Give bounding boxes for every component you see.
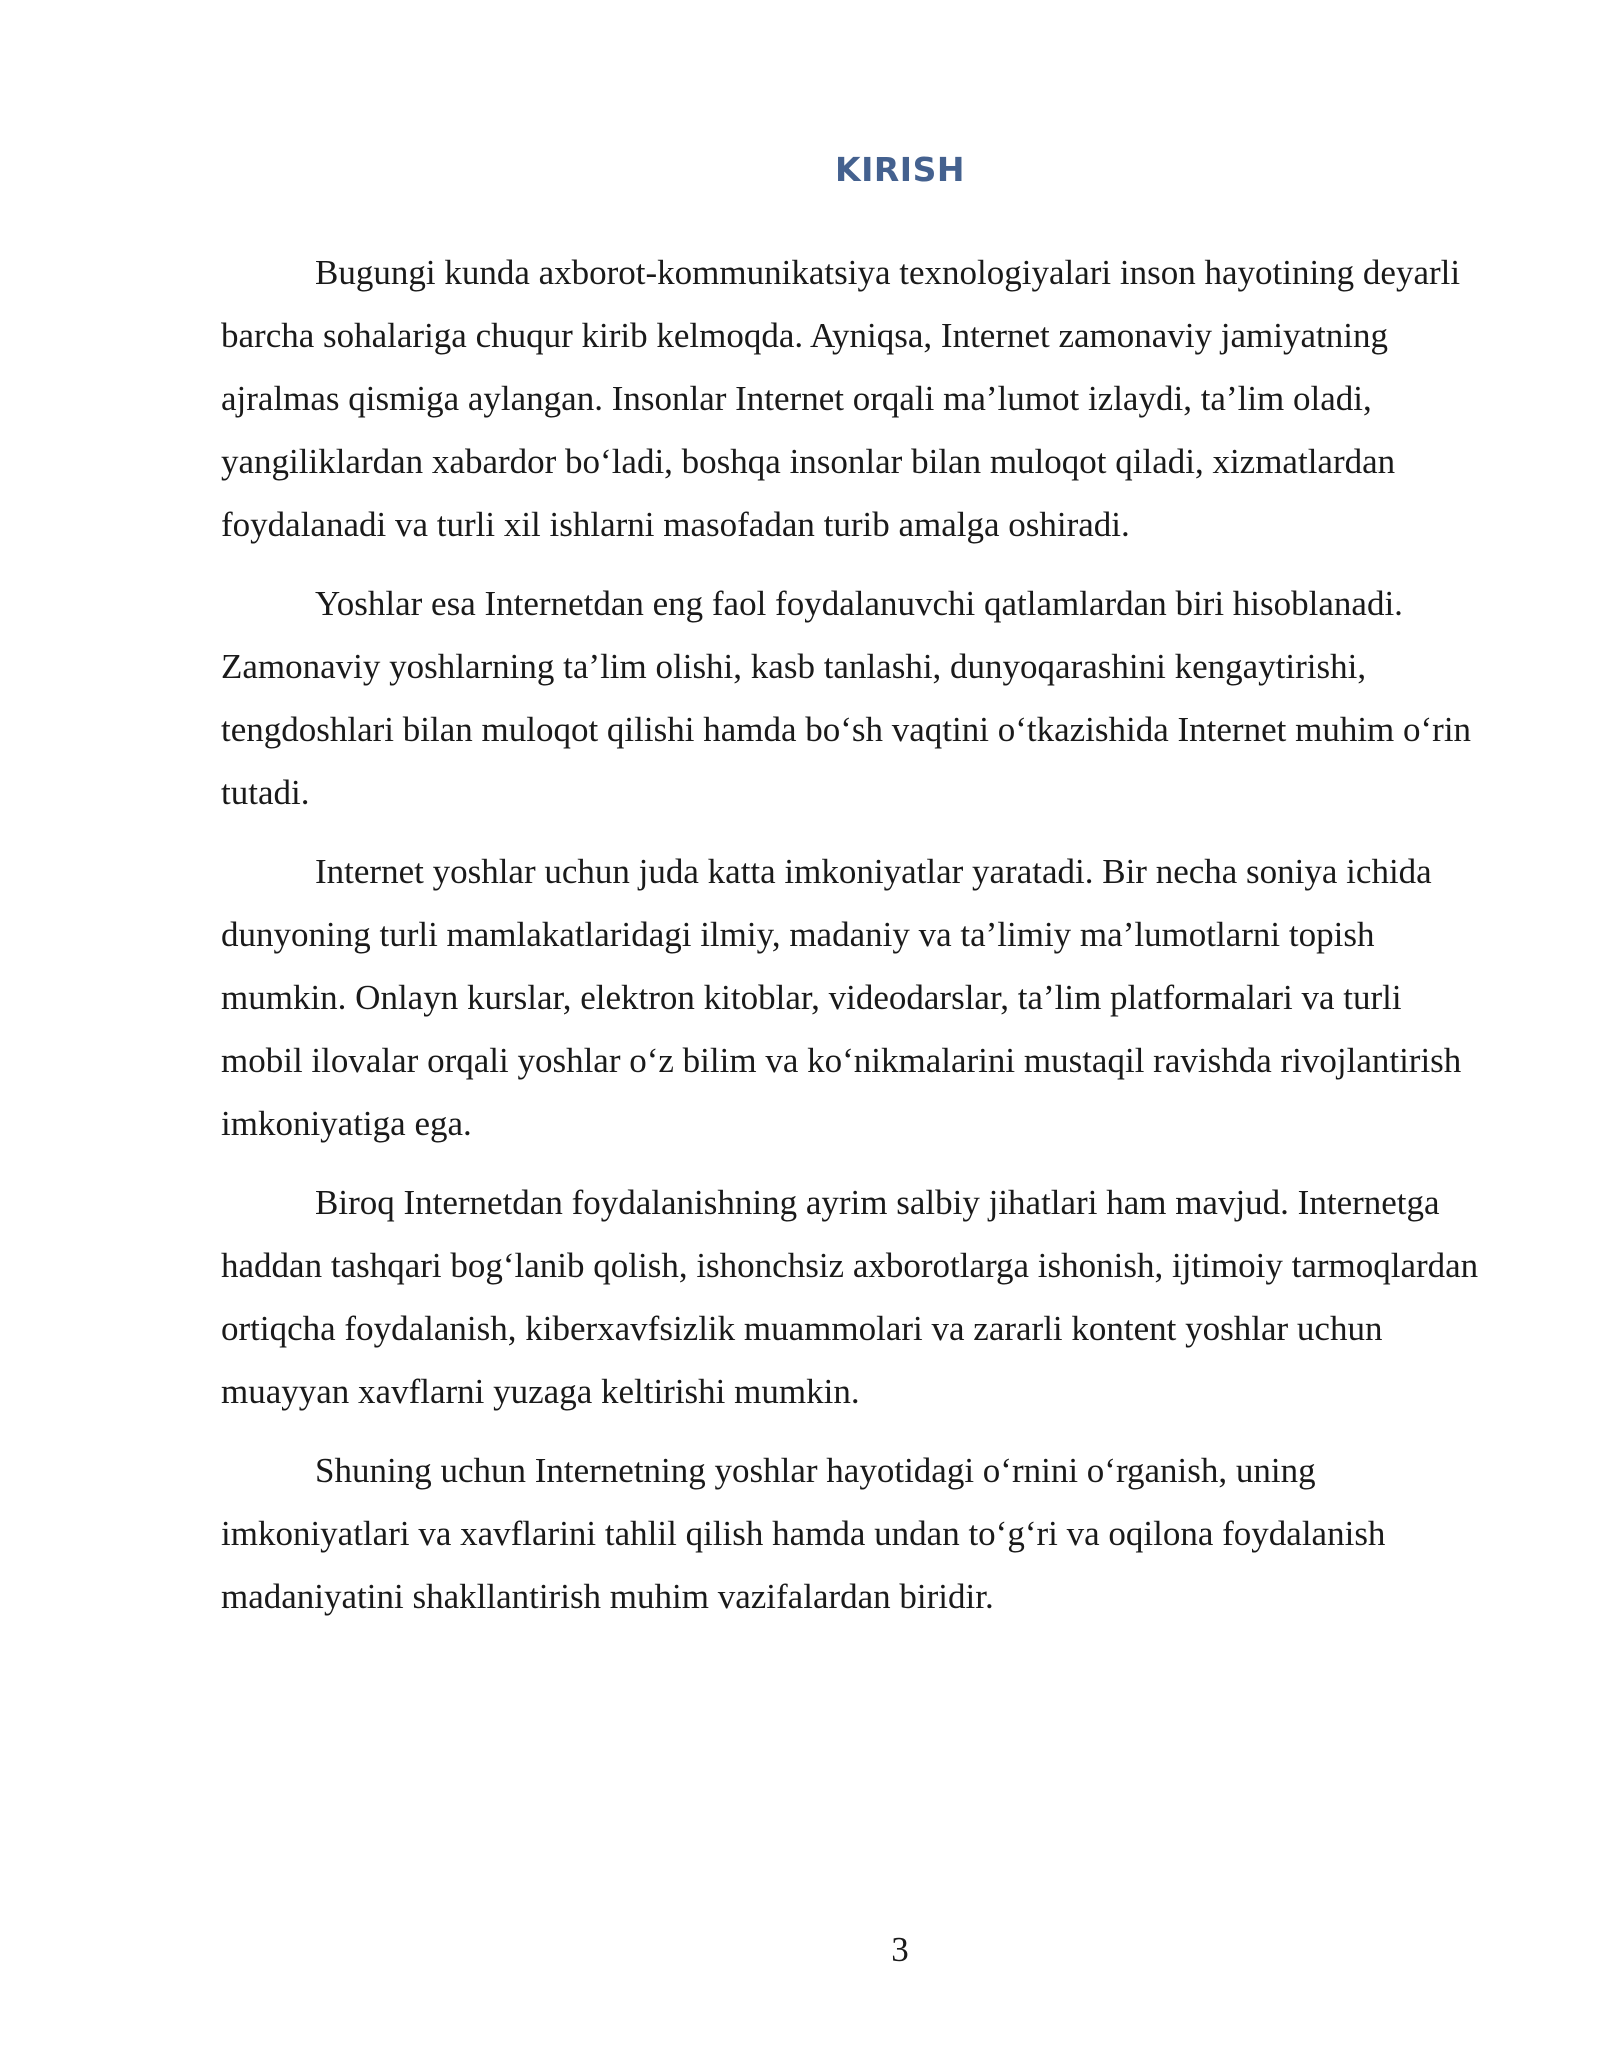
section-heading: KIRISH xyxy=(835,150,965,189)
paragraph-1: Bugungi kunda axborot-kommunikatsiya texnologiyalari inson hayotining deyarli barcha sohalariga chuqur kirib kelmoqda. Ayniqsa, Internet zamonaviy jamiyatning ajralmas qismiga aylangan. Insonlar Internet orqali ma’lumot izlaydi, ta’lim oladi, yangiliklardan xabardor bo‘ladi, boshqa insonlar bilan muloqot qiladi, xizmatlardan foydalanadi va turli xil ishlarni masofadan turib amalga oshiradi. xyxy=(221,253,1461,544)
paragraph-4: Biroq Internetdan foydalanishning ayrim salbiy jihatlari ham mavjud. Internetga haddan tashqari bog‘lanib qolish, ishonchsiz axborotlarga ishonish, ijtimoiy tarmoqlardan ortiqcha foydalanish, kiberxavfsizlik muammolari va zararli kontent yoshlar uchun muayyan xavflarni yuzaga keltirishi mumkin. xyxy=(221,1183,1479,1411)
page-number: 3 xyxy=(891,1930,909,1969)
paragraph-3: Internet yoshlar uchun juda katta imkoniyatlar yaratadi. Bir necha soniya ichida dunyoning turli mamlakatlaridagi ilmiy, madaniy va ta’limiy ma’lumotlarni topish mumkin. Onlayn kurslar, elektron kitoblar, videodarslar, ta’lim platformalari va turli mobil ilovalar orqali yoshlar o‘z bilim va ko‘nikmalarini mustaqil ravishda rivojlantirish imkoniyatiga ega. xyxy=(221,852,1462,1143)
body-text xyxy=(221,241,1481,1644)
paragraph-5: Shuning uchun Internetning yoshlar hayotidagi o‘rnini o‘rganish, uning imkoniyatlari va xavflarini tahlil qilish hamda undan to‘g‘ri va oqilona foydalanish madaniyatini shakllantirish muhim vazifalardan biridir. xyxy=(221,1451,1386,1616)
paragraph-2: Yoshlar esa Internetdan eng faol foydalanuvchi qatlamlardan biri hisoblanadi. Zamonaviy yoshlarning ta’lim olishi, kasb tanlashi, dunyoqarashini kengaytirishi, tengdoshlari bilan muloqot qilishi hamda bo‘sh vaqtini o‘tkazishida Internet muhim o‘rin tutadi. xyxy=(221,584,1472,812)
